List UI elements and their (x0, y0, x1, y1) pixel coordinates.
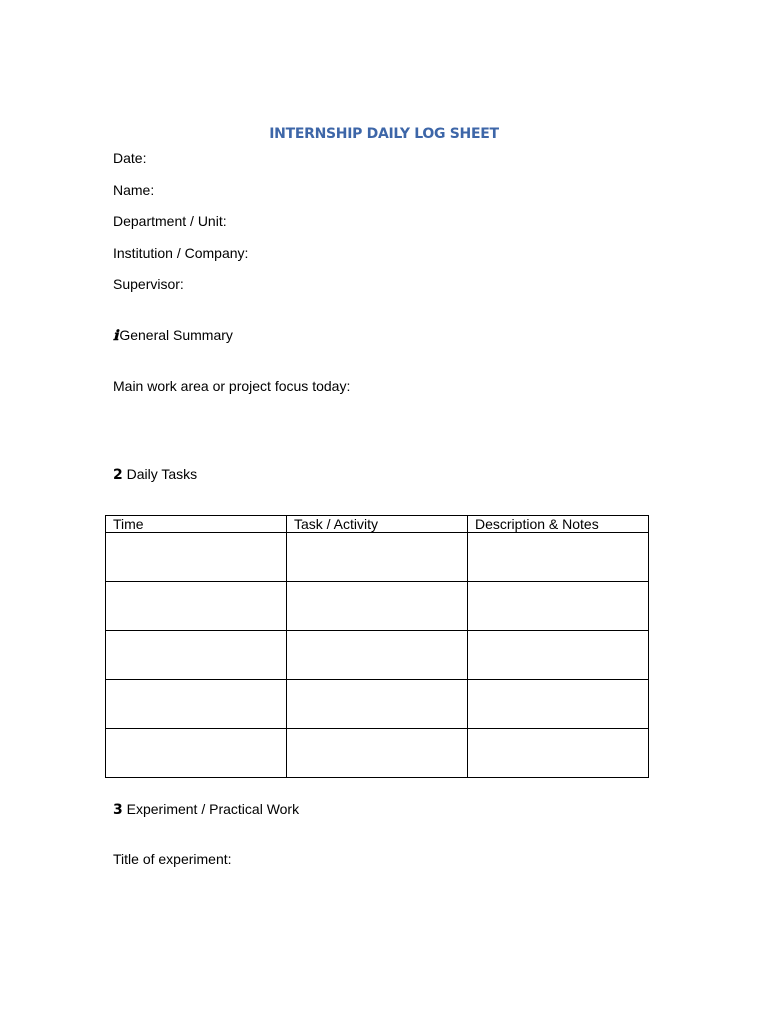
table-row (106, 533, 649, 582)
name-field-label: Name: (113, 182, 155, 198)
supervisor-field-label: Supervisor: (113, 276, 184, 292)
table-cell-time[interactable] (106, 533, 287, 582)
table-cell-notes[interactable] (468, 631, 649, 680)
date-field-label: Date: (113, 150, 147, 166)
table-cell-task[interactable] (287, 680, 468, 729)
table-cell-time[interactable] (106, 631, 287, 680)
table-cell-task[interactable] (287, 582, 468, 631)
table-cell-time[interactable] (106, 729, 287, 778)
table-cell-task[interactable] (287, 729, 468, 778)
daily-tasks-table (105, 515, 649, 778)
department-field-label: Department / Unit: (113, 213, 227, 229)
table-row (106, 729, 649, 778)
table-cell-notes[interactable] (468, 680, 649, 729)
section-experiment-label: Experiment / Practical Work (126, 801, 300, 817)
table-row (106, 582, 649, 631)
table-row (106, 680, 649, 729)
table-cell-notes[interactable] (468, 729, 649, 778)
section-number: 3 (113, 802, 123, 818)
section-daily-tasks-label: Daily Tasks (126, 466, 198, 482)
document-title: INTERNSHIP DAILY LOG SHEET (269, 126, 499, 142)
table-cell-task[interactable] (287, 533, 468, 582)
section-daily-tasks-heading (113, 465, 197, 484)
column-header-time: Time (106, 516, 287, 533)
table-cell-notes[interactable] (468, 582, 649, 631)
section-experiment-heading (113, 800, 299, 819)
section-general-summary-heading (113, 326, 233, 345)
section-number: 2 (113, 467, 123, 483)
table-cell-task[interactable] (287, 631, 468, 680)
column-header-task-activity: Task / Activity (287, 516, 468, 533)
section-general-summary-label: General Summary (119, 327, 233, 343)
experiment-title-prompt: Title of experiment: (113, 851, 232, 867)
info-icon: ℹ (113, 328, 119, 344)
table-cell-notes[interactable] (468, 533, 649, 582)
table-cell-time[interactable] (106, 582, 287, 631)
table-header-row (106, 516, 649, 533)
table-cell-time[interactable] (106, 680, 287, 729)
main-work-area-prompt: Main work area or project focus today: (113, 378, 351, 394)
column-header-description-notes: Description & Notes (468, 516, 649, 533)
institution-field-label: Institution / Company: (113, 245, 249, 261)
table-row (106, 631, 649, 680)
